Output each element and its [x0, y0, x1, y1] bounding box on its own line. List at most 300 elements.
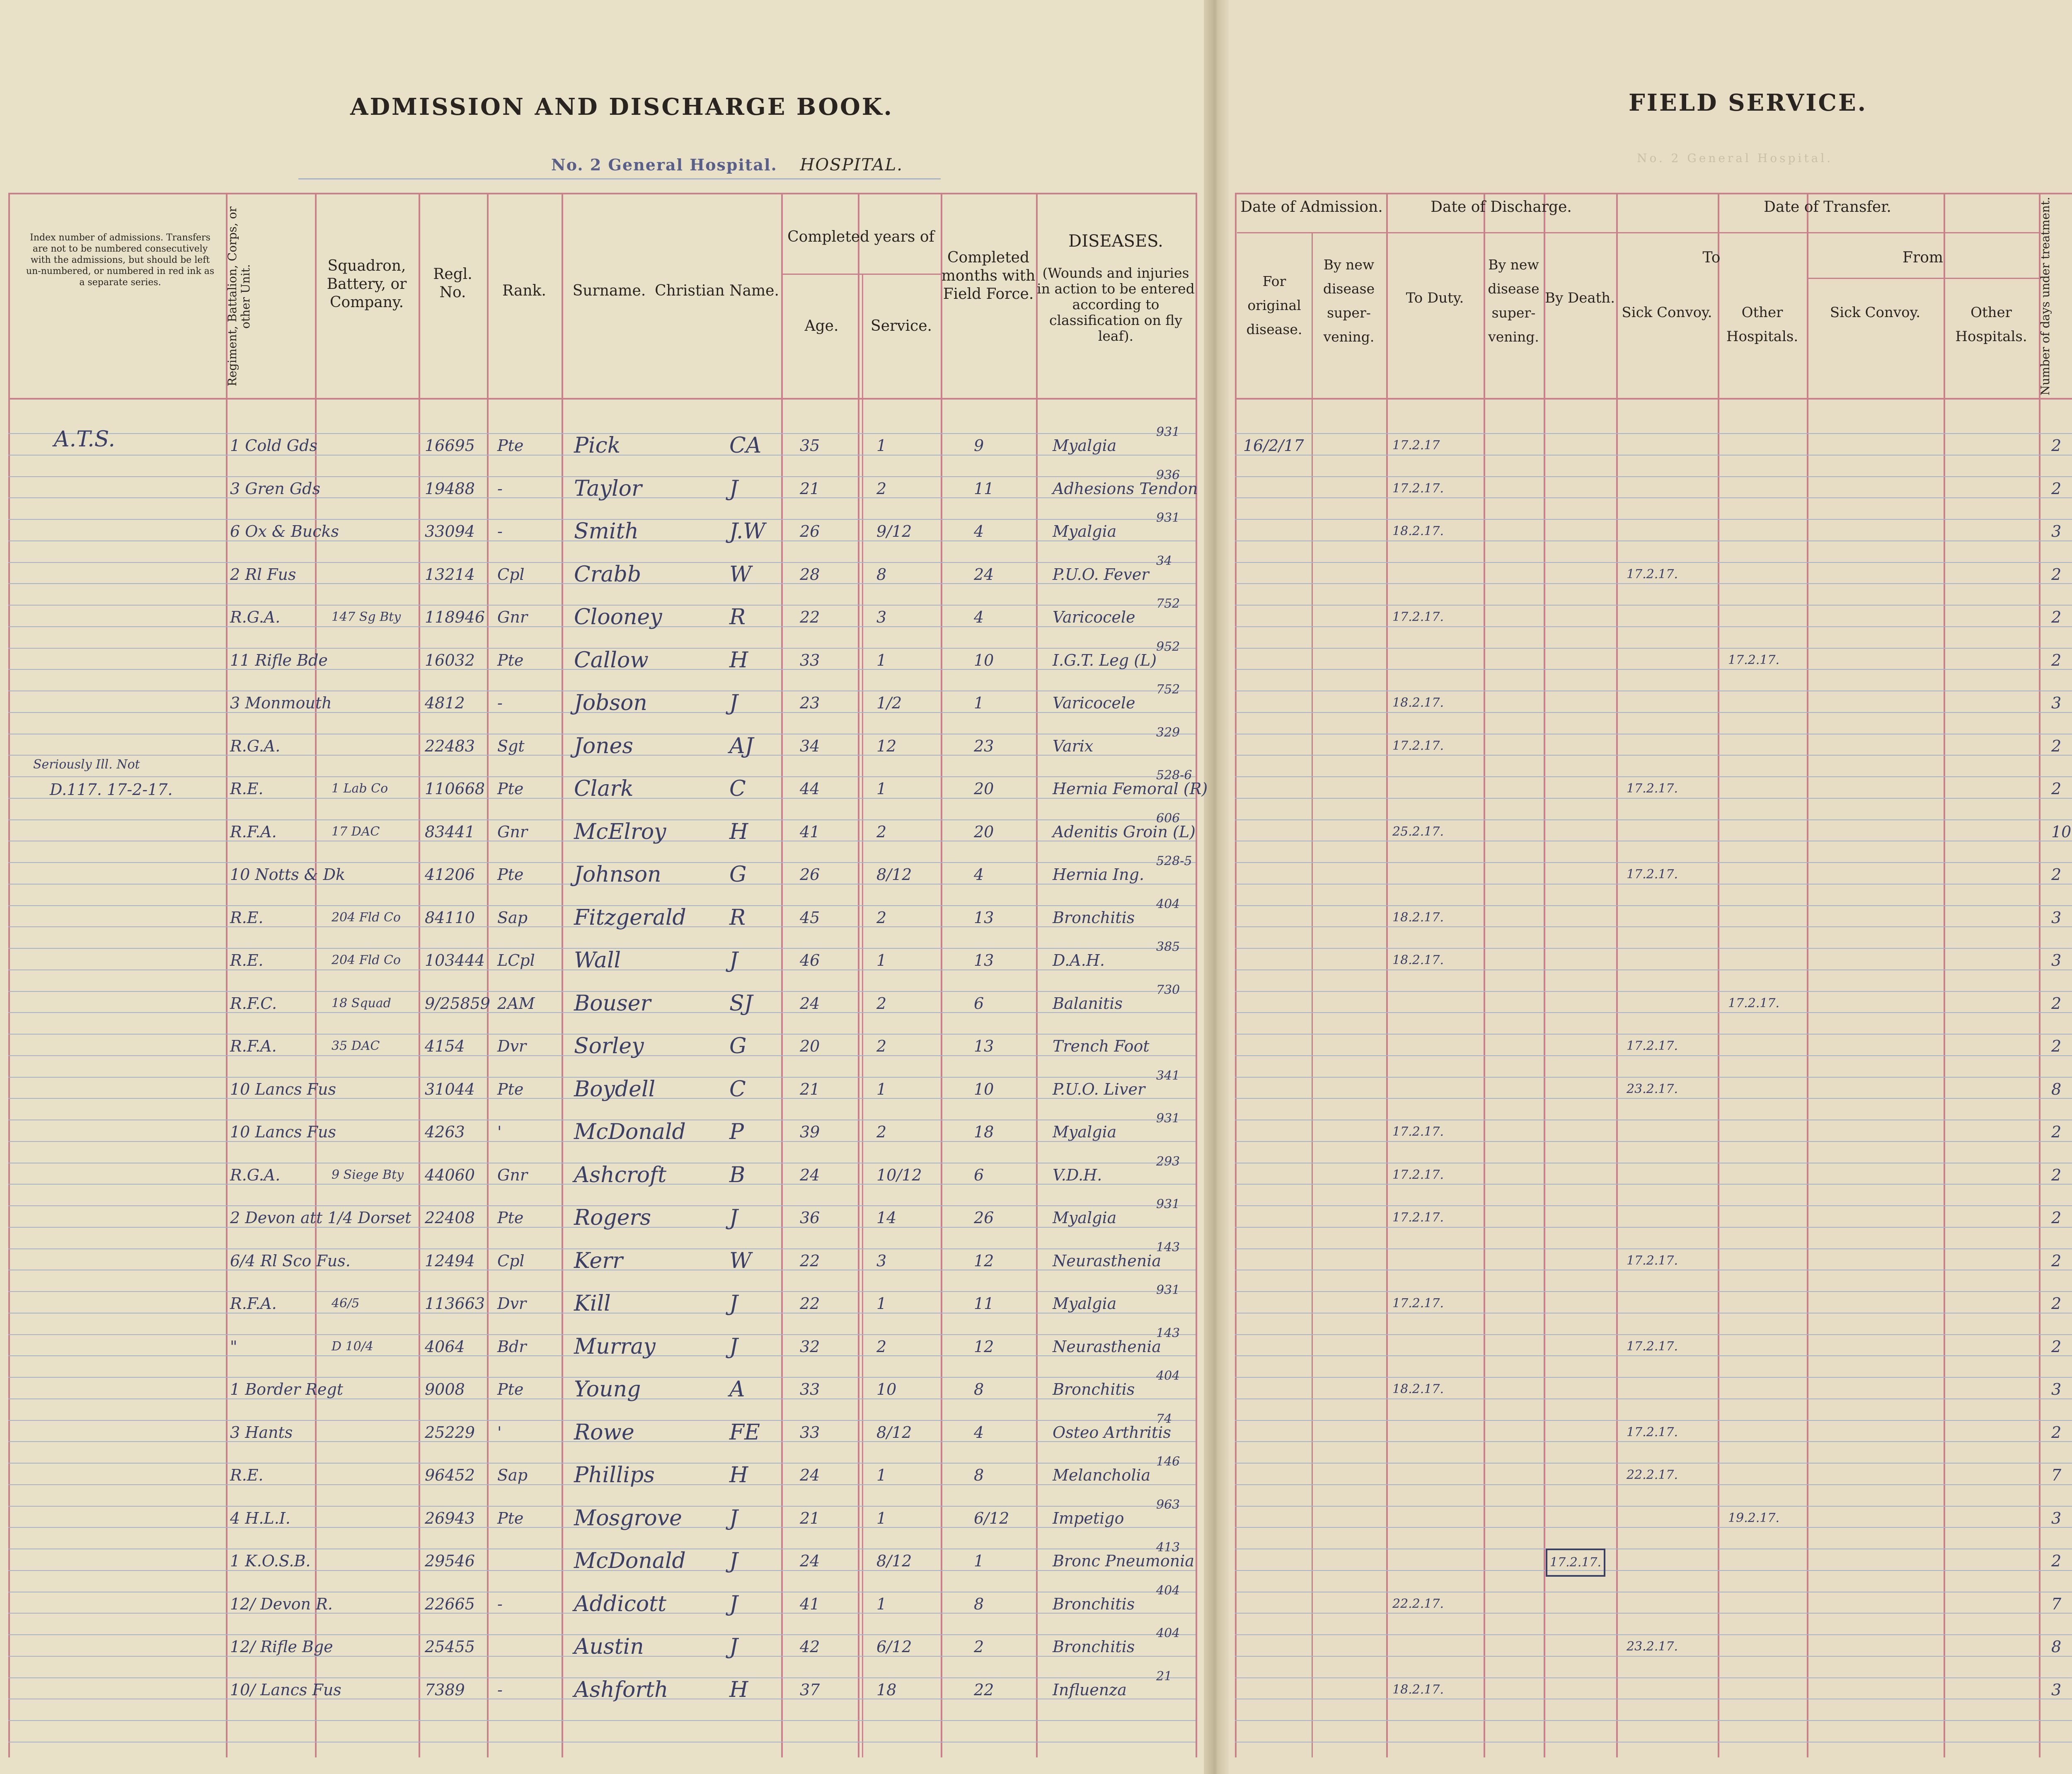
entry-sick-to: 22.2.17. [1627, 1468, 1678, 1482]
column-rule [1484, 232, 1485, 1757]
entry-surname: Callow [574, 647, 649, 673]
col-sick-convoy-from-header: Sick Convoy. [1830, 304, 1921, 321]
col-months-field-header: Completed months with Field Force. [941, 249, 1036, 303]
header-bottom-rule [1235, 398, 2072, 400]
entry-duty: 17.2.17. [1392, 610, 1444, 624]
ruled-line [1235, 626, 2072, 627]
entry-duty: 17.2.17 [1392, 438, 1440, 453]
entry-disease: Myalgia [1053, 1294, 1117, 1313]
entry-svc: 8/12 [876, 1423, 912, 1442]
entry-no: 12494 [425, 1251, 475, 1270]
ruled-line [1235, 669, 2072, 670]
entry-age: 36 [800, 1209, 820, 1227]
entry-no: 96452 [425, 1466, 475, 1484]
entry-svc: 12 [876, 737, 897, 755]
entry-rank: Gnr [497, 1166, 528, 1184]
ruled-line [1235, 991, 2072, 992]
entry-days: 3 [2051, 522, 2062, 540]
header-bottom-rule [8, 398, 1196, 400]
column-rule [2039, 193, 2041, 1757]
entry-days: 8 [2051, 1080, 2062, 1098]
entry-duty: 18.2.17. [1392, 696, 1444, 710]
entry-code: 931 [1156, 511, 1180, 525]
entry-mon: 20 [974, 780, 994, 798]
entry-age: 24 [800, 1552, 820, 1570]
ruled-line [1235, 1570, 2072, 1571]
entry-sick-to: 23.2.17. [1627, 1639, 1678, 1654]
entry-mon: 20 [974, 822, 994, 841]
entry-surname: McDonald [574, 1120, 686, 1144]
entry-sick-to: 17.2.17. [1627, 1339, 1678, 1354]
entry-rank: Sgt [497, 737, 525, 755]
entry-surname: Johnson [574, 862, 661, 887]
entry-unit: 2 Rl Fus [230, 565, 296, 584]
entry-svc: 9/12 [876, 522, 912, 540]
col-completed-years-header: Completed years of [787, 228, 934, 245]
entry-oth-to: 17.2.17. [1728, 652, 1780, 667]
entry-age: 21 [800, 1080, 820, 1098]
column-rule [487, 193, 489, 1757]
entry-unit: 1 Border Regt [230, 1380, 343, 1398]
entry-surname: McDonald [574, 1549, 686, 1573]
ruled-line [1235, 948, 2072, 949]
entry-duty: 18.2.17. [1392, 1682, 1444, 1697]
entry-no: 4263 [425, 1123, 465, 1141]
entry-disease: Balanitis [1053, 994, 1123, 1013]
entry-init: R [729, 605, 746, 630]
entry-disease: Myalgia [1053, 436, 1117, 455]
entry-disease: Varicocele [1053, 694, 1135, 712]
entry-disease: Melancholia [1053, 1466, 1151, 1484]
entry-days: 2 [2051, 1337, 2062, 1356]
entry-age: 28 [800, 565, 820, 584]
column-rule [226, 193, 228, 1757]
col-by-death-header: By Death. [1544, 290, 1615, 306]
entry-init: J [729, 476, 738, 501]
entry-age: 21 [800, 479, 820, 498]
entry-disease: Varicocele [1053, 608, 1135, 626]
col-days-header: Number of days under treatment. [2038, 197, 2052, 396]
entry-disease: Myalgia [1053, 1123, 1117, 1141]
entry-age: 22 [800, 608, 820, 626]
entry-age: 22 [800, 1251, 820, 1270]
entry-no: 4812 [425, 694, 465, 712]
entry-days: 2 [2051, 1166, 2062, 1184]
col-age-header: Age. [804, 317, 839, 334]
entry-mon: 10 [974, 1080, 994, 1098]
entry-surname: Pick [574, 433, 621, 458]
entry-code: 404 [1156, 897, 1180, 911]
entry-code: 293 [1156, 1154, 1180, 1169]
entry-rank: - [497, 479, 503, 498]
entry-no: 25455 [425, 1638, 475, 1656]
entry-disease: I.G.T. Leg (L) [1053, 651, 1157, 669]
column-rule [8, 193, 10, 1757]
entry-mon: 24 [974, 565, 994, 584]
entry-no: 4154 [425, 1037, 465, 1055]
entry-surname: Jones [574, 733, 634, 759]
entry-mon: 23 [974, 737, 994, 755]
entry-init: J [729, 691, 738, 715]
entry-days: 3 [2051, 951, 2062, 969]
entry-mon: 11 [974, 479, 994, 498]
entry-code: 752 [1156, 682, 1180, 697]
entry-code: 34 [1156, 553, 1172, 568]
col-new-disease-adm-header: By new disease super-vening. [1323, 257, 1375, 345]
ruled-line [1235, 605, 2072, 606]
entry-sqn: 35 DAC [332, 1039, 380, 1053]
entry-duty: 17.2.17. [1392, 1296, 1444, 1311]
entry-days: 2 [2051, 1037, 2062, 1055]
entry-no: 9/25859 [425, 994, 490, 1013]
entry-rank: 2AM [497, 994, 535, 1013]
entry-sqn: 9 Siege Bty [332, 1167, 404, 1182]
col-regiment-header: Regiment, Battalion, Corps, or other Unit. [225, 206, 252, 386]
entry-rank: - [497, 522, 503, 540]
entry-rank: - [497, 1680, 503, 1699]
entry-unit: 2 Devon att 1/4 Dorset [230, 1209, 411, 1227]
entry-rank: Cpl [497, 1251, 525, 1270]
ruled-line [1235, 819, 2072, 820]
entry-age: 44 [800, 780, 820, 798]
col-to-header: To [1702, 249, 1721, 266]
col-service-header: Service. [871, 317, 932, 334]
entry-disease: Trench Foot [1053, 1037, 1150, 1055]
ruled-line [1235, 1506, 2072, 1507]
entry-svc: 2 [876, 1123, 887, 1141]
entry-unit: 3 Monmouth [230, 694, 332, 712]
entry-age: 33 [800, 651, 820, 669]
entry-days: 2 [2051, 565, 2062, 584]
entry-rank: Sap [497, 1466, 528, 1484]
entry-disease: Varix [1053, 737, 1094, 755]
entry-age: 41 [800, 822, 820, 841]
entry-no: 84110 [425, 908, 475, 927]
entry-surname: Kill [574, 1291, 611, 1316]
entry-no: 118946 [425, 608, 485, 626]
entry-rank: Pte [497, 780, 524, 798]
entry-surname: Taylor [574, 476, 642, 501]
entry-disease: Adenitis Groin (L) [1053, 822, 1196, 841]
entry-rank: Dvr [497, 1294, 527, 1313]
entry-days: 2 [2051, 780, 2062, 798]
entry-surname: Addicott [574, 1591, 666, 1616]
entry-svc: 1 [876, 436, 887, 455]
entry-duty: 18.2.17. [1392, 1382, 1444, 1396]
entry-rank: Cpl [497, 565, 525, 584]
entry-unit: 10 Lancs Fus [230, 1080, 336, 1098]
entry-surname: Ashcroft [574, 1162, 667, 1188]
entry-svc: 2 [876, 1337, 887, 1356]
entry-no: 83441 [425, 822, 475, 841]
entry-surname: Kerr [574, 1248, 623, 1273]
entry-surname: Wall [574, 948, 621, 973]
col-christian-name-header: Christian Name. [655, 282, 779, 299]
entry-disease: Bronchitis [1053, 1380, 1135, 1398]
entry-surname: Clooney [574, 605, 662, 630]
ruled-line [1235, 1291, 2072, 1292]
entry-sick-to: 17.2.17. [1627, 567, 1678, 582]
entry-svc: 8/12 [876, 1552, 912, 1570]
entry-rank: Pte [497, 1080, 524, 1098]
entry-mon: 10 [974, 651, 994, 669]
entry-unit: R.E. [230, 1466, 264, 1484]
entry-oth-to: 17.2.17. [1728, 996, 1780, 1011]
entry-svc: 2 [876, 822, 887, 841]
ruled-line [8, 1720, 1196, 1721]
entry-days: 2 [2051, 994, 2062, 1013]
entry-duty: 17.2.17. [1392, 738, 1444, 753]
column-rule [1036, 193, 1038, 1757]
entry-disease: Neurasthenia [1053, 1251, 1162, 1270]
entry-unit: 6 Ox & Bucks [230, 522, 339, 540]
entry-surname: Murray [574, 1334, 656, 1359]
entry-rank: Gnr [497, 822, 528, 841]
entry-duty: 17.2.17. [1392, 1210, 1444, 1225]
entry-unit: R.G.A. [230, 1166, 281, 1184]
ruled-line [1235, 1527, 2072, 1528]
entry-mon: 8 [974, 1595, 984, 1613]
entry-init: FE [729, 1420, 760, 1445]
entry-surname: Sorley [574, 1034, 644, 1059]
entry-no: 113663 [425, 1294, 485, 1313]
entry-mon: 26 [974, 1209, 994, 1227]
margin-note-d117: D.117. 17-2-17. [50, 780, 173, 799]
entry-age: 21 [800, 1509, 820, 1527]
entry-duty: 18.2.17. [1392, 953, 1444, 967]
entry-svc: 1/2 [876, 694, 902, 712]
entry-no: 31044 [425, 1080, 475, 1098]
ruled-line [1235, 1141, 2072, 1142]
entry-svc: 14 [876, 1209, 897, 1227]
entry-disease: Bronchitis [1053, 1638, 1135, 1656]
column-rule [562, 193, 563, 1757]
entry-svc: 1 [876, 1509, 887, 1527]
ruled-line [1235, 969, 2072, 970]
ruled-line [1235, 497, 2072, 498]
entry-disease: Neurasthenia [1053, 1337, 1162, 1356]
entry-svc: 1 [876, 1294, 887, 1313]
entry-code: 528-5 [1156, 854, 1192, 868]
entry-mon: 4 [974, 1423, 984, 1442]
entry-surname: Rogers [574, 1205, 651, 1230]
entry-code: 931 [1156, 1283, 1180, 1297]
entry-code: 21 [1156, 1669, 1172, 1684]
column-rule [862, 274, 863, 1757]
entry-init: J [729, 948, 738, 973]
entry-rank: - [497, 694, 503, 712]
entry-adm: 16/2/17 [1243, 436, 1304, 455]
col-for-original-header: For original disease. [1246, 273, 1302, 337]
ruled-line [1235, 1012, 2072, 1013]
entry-init: J [729, 1291, 738, 1316]
entry-rank: ' [497, 1123, 502, 1141]
entry-surname: Rowe [574, 1420, 634, 1445]
header-top-rule [1235, 193, 2072, 194]
entry-unit: R.G.A. [230, 737, 281, 755]
entry-no: 22483 [425, 737, 475, 755]
ruled-line [1235, 1313, 2072, 1314]
column-rule [419, 193, 420, 1757]
entry-code: 404 [1156, 1583, 1180, 1598]
entry-unit: 4 H.L.I. [230, 1509, 290, 1527]
ruled-line [1235, 1613, 2072, 1614]
entry-no: 22665 [425, 1595, 475, 1613]
entry-surname: Ashforth [574, 1677, 668, 1702]
col-from-header: From [1903, 249, 1943, 266]
entry-code: 413 [1156, 1540, 1180, 1555]
entry-sqn: 18 Squad [332, 996, 391, 1011]
entry-days: 2 [2051, 1294, 2062, 1313]
entry-age: 32 [800, 1337, 820, 1356]
entry-sick-to: 23.2.17. [1627, 1081, 1678, 1096]
entry-sick-to: 17.2.17. [1627, 1253, 1678, 1268]
column-rule [941, 193, 942, 1757]
entry-age: 33 [800, 1423, 820, 1442]
entry-duty: 17.2.17. [1392, 481, 1444, 496]
entry-mon: 8 [974, 1466, 984, 1484]
entry-rank: LCpl [497, 951, 535, 969]
entry-rank: Pte [497, 1380, 524, 1398]
entry-svc: 2 [876, 908, 887, 927]
left-page-title: ADMISSION AND DISCHARGE BOOK. [350, 93, 893, 121]
entry-age: 20 [800, 1037, 820, 1055]
entry-sick-to: 17.2.17. [1627, 867, 1678, 882]
entry-age: 37 [800, 1680, 820, 1699]
show-through-stamp: No. 2 General Hospital. [1637, 151, 1833, 165]
entry-sqn: 46/5 [332, 1296, 360, 1311]
entry-svc: 10 [876, 1380, 897, 1398]
subheader-rule [1235, 232, 1236, 398]
entry-unit: R.F.A. [230, 822, 277, 841]
entry-days: 3 [2051, 1509, 2062, 1527]
entry-disease: P.U.O. Liver [1053, 1080, 1145, 1098]
entry-duty: 18.2.17. [1392, 910, 1444, 925]
entry-surname: Clark [574, 776, 634, 801]
entry-disease: Hernia Ing. [1053, 865, 1145, 884]
entry-disease: Influenza [1053, 1680, 1127, 1699]
entry-disease: Hernia Femoral (R) [1053, 780, 1208, 798]
margin-note-seriously-ill: Seriously Ill. Not [33, 757, 140, 772]
column-rule [1544, 193, 1545, 1757]
entry-surname: Fitzgerald [574, 905, 686, 930]
entry-age: 24 [800, 994, 820, 1013]
entry-surname: Mosgrove [574, 1505, 682, 1531]
entry-no: 44060 [425, 1166, 475, 1184]
entry-code: 952 [1156, 639, 1180, 654]
entry-rank: Pte [497, 436, 524, 455]
entry-unit: 1 Cold Gds [230, 436, 317, 455]
entry-init: P [729, 1120, 744, 1144]
entry-rank: Pte [497, 1509, 524, 1527]
entry-init: AJ [729, 733, 754, 759]
entry-mon: 18 [974, 1123, 994, 1141]
entry-init: J [729, 1634, 738, 1659]
entry-code: 752 [1156, 596, 1180, 611]
column-rule [1386, 193, 1388, 1757]
entry-init: J [729, 1505, 738, 1531]
entry-init: J.W [729, 519, 765, 544]
entry-code: 404 [1156, 1369, 1180, 1383]
entry-init: W [729, 562, 752, 587]
entry-age: 39 [800, 1123, 820, 1141]
entry-code: 606 [1156, 811, 1180, 826]
margin-note-ats: A.T.S. [54, 427, 115, 452]
col-to-duty-header: To Duty. [1406, 290, 1464, 306]
entry-code: 730 [1156, 982, 1180, 997]
entry-disease: Bronchitis [1053, 908, 1135, 927]
entry-svc: 8/12 [876, 865, 912, 884]
entry-sqn: 204 Fld Co [332, 953, 401, 967]
entry-days: 7 [2051, 1595, 2062, 1613]
entry-code: 404 [1156, 1626, 1180, 1641]
entry-rank: Gnr [497, 608, 528, 626]
ruled-line [1235, 755, 2072, 756]
entry-svc: 2 [876, 479, 887, 498]
entry-no: 13214 [425, 565, 475, 584]
ruled-line [1235, 476, 2072, 477]
ruled-line [1235, 926, 2072, 927]
entry-init: H [729, 647, 748, 673]
column-rule [315, 193, 317, 1757]
entry-surname: Jobson [574, 691, 647, 715]
entry-mon: 4 [974, 865, 984, 884]
entry-svc: 3 [876, 1251, 887, 1270]
entry-init: SJ [729, 991, 753, 1016]
entry-surname: Phillips [574, 1463, 655, 1488]
entry-code: 74 [1156, 1411, 1172, 1426]
entry-mon: 2 [974, 1638, 984, 1656]
entry-code: 143 [1156, 1326, 1180, 1340]
entry-no: 29546 [425, 1552, 475, 1570]
entry-sick-to: 17.2.17. [1627, 1039, 1678, 1053]
entry-svc: 10/12 [876, 1166, 922, 1184]
entry-mon: 6/12 [974, 1509, 1009, 1527]
entry-no: 16695 [425, 436, 475, 455]
entry-age: 46 [800, 951, 820, 969]
entry-age: 26 [800, 865, 820, 884]
column-rule [858, 193, 859, 1757]
entry-no: 110668 [425, 780, 485, 798]
entry-init: A [729, 1377, 745, 1402]
entry-disease: V.D.H. [1053, 1166, 1102, 1184]
entry-disease: P.U.O. Fever [1053, 565, 1149, 584]
column-rule [1718, 278, 1719, 1757]
column-rule [1807, 232, 1808, 1757]
column-rule [1196, 193, 1197, 1757]
entry-init: J [729, 1549, 738, 1573]
col-diseases-header: DISEASES. [1068, 232, 1163, 251]
entry-mon: 6 [974, 994, 984, 1013]
entry-svc: 1 [876, 1595, 887, 1613]
entry-duty: 25.2.17. [1392, 824, 1444, 839]
column-rule [1616, 193, 1618, 1757]
entry-age: 24 [800, 1166, 820, 1184]
col-date-admission-header: Date of Admission. [1240, 199, 1383, 216]
entry-init: H [729, 1463, 748, 1488]
entry-unit: 10/ Lancs Fus [230, 1680, 341, 1699]
entry-duty: 22.2.17. [1392, 1596, 1444, 1611]
entry-init: H [729, 1677, 748, 1702]
entry-days: 8 [2051, 1638, 2062, 1656]
entry-svc: 1 [876, 651, 887, 669]
subheader-rule [781, 274, 941, 275]
entry-code: 385 [1156, 940, 1180, 954]
ruled-line [1235, 1677, 2072, 1678]
entry-age: 22 [800, 1294, 820, 1313]
entry-oth-to: 19.2.17. [1728, 1510, 1780, 1525]
column-rule [1235, 193, 1237, 1757]
